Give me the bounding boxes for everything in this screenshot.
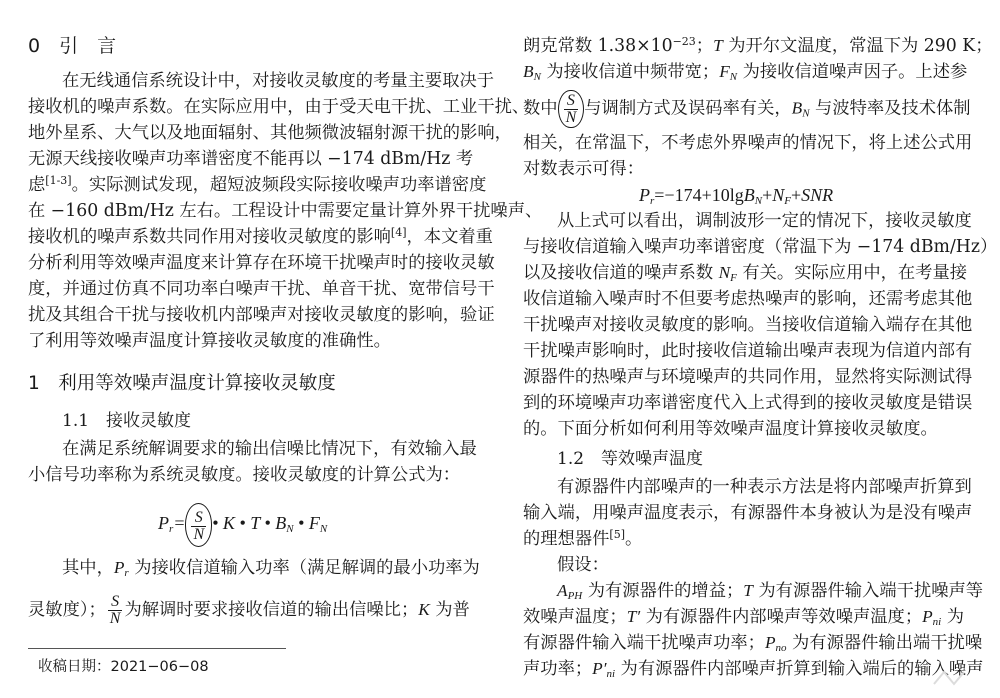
eq2-const: =−174+10lg xyxy=(654,185,744,205)
r-line-3 xyxy=(523,90,971,124)
eq2-b: B xyxy=(743,185,755,205)
p2-line-9: 的。下面分析如何利用等效噪声温度计算接收灵敏度。 xyxy=(523,419,938,439)
footnote-rule xyxy=(28,648,286,649)
p2-text: 有关。实际应用中，在考量接 xyxy=(736,263,968,283)
p4-text: 为有源器件输入端干扰噪声等 xyxy=(752,581,984,601)
p4-var-pprime: P′ xyxy=(592,659,607,678)
r-var-b: B xyxy=(791,98,803,118)
intro-line-6: 在 −160 dBm/Hz 左右。工程设计中需要定量计算外界干扰噪声、 xyxy=(28,201,543,221)
eq2-plus: + xyxy=(791,185,802,205)
r-text: 数中 xyxy=(523,98,558,119)
p2-text: 以及接收信道的噪声系数 xyxy=(523,263,719,283)
intro-text: ，本文着重 xyxy=(406,227,493,247)
p3-text: 。 xyxy=(625,529,643,549)
eq2-n: N xyxy=(772,185,785,205)
r-sub-n: N xyxy=(802,107,810,120)
p2-var-n: N xyxy=(718,263,731,282)
p2-line-2: 与接收信道输入噪声功率谱密度（常温下为 −174 dBm/Hz） xyxy=(523,237,998,257)
p4-sub-ni: ni xyxy=(932,616,942,628)
assume-line: 假设： xyxy=(557,555,609,575)
r-snr-paren xyxy=(558,90,585,128)
section-1-heading: 1 利用等效噪声温度计算接收灵敏度 xyxy=(28,373,336,394)
p2-line-7: 源器件的热噪声与环境噪声的共同作用，显然将实际测试得 xyxy=(523,367,973,387)
r-line-2 xyxy=(523,59,967,85)
eq1-fn-sub: N xyxy=(319,523,328,536)
snr-numerator: S xyxy=(108,594,123,611)
p2-line-1: 从上式可以看出，调制波形一定的情况下，接收灵敏度 xyxy=(557,211,972,231)
p2-line-4: 收信道输入噪声时不但要考虑热噪声的影响，还需考虑其他 xyxy=(523,289,973,309)
p3-line-2: 输入端，用噪声温度表示，有源器件本身被认为是没有噪声 xyxy=(523,503,973,523)
p2-line-5: 干扰噪声对接收灵敏度的影响。当接收信道输入端存在其他 xyxy=(523,315,973,335)
p4-line-4 xyxy=(523,656,983,682)
r-var-t: T xyxy=(713,36,723,55)
eq1-lhs: P xyxy=(158,513,169,534)
eq1-f: • F xyxy=(293,513,320,534)
r-text: 为接收信道中频带宽； xyxy=(540,62,720,82)
p12-var-p: P xyxy=(113,558,125,577)
p12-line-2 xyxy=(28,594,470,626)
equation-2 xyxy=(639,182,833,208)
snr-fraction xyxy=(108,594,123,627)
intro-line-7 xyxy=(28,224,493,250)
r-var-f: F xyxy=(719,62,730,81)
p4-var-tprime: T′ xyxy=(626,607,641,626)
eq1-bn-sub: N xyxy=(286,523,294,536)
eq2-p: P xyxy=(639,185,650,205)
eq1-paren xyxy=(185,503,212,547)
p2-sub-f: F xyxy=(730,272,737,284)
intro-line-5 xyxy=(28,172,486,198)
p4-text: 为有源器件输出端干扰噪 xyxy=(786,633,983,653)
r-text: 朗克常数 1.38×10 xyxy=(523,36,673,56)
eq1-rest: • K • T • B xyxy=(212,513,287,534)
p12-var-r: r xyxy=(124,567,129,579)
r-line-5: 对数表示可得： xyxy=(523,159,644,179)
intro-line-4: 无源天线接收噪声功率谱密度不能再以 −174 dBm/Hz 考 xyxy=(28,149,474,169)
p12-text: 灵敏度）； xyxy=(28,600,106,620)
eq2-snr: SNR xyxy=(801,185,834,205)
received-date-footnote: 收稿日期：2021−06−08 xyxy=(38,659,209,675)
r-sub-n: N xyxy=(729,71,738,83)
intro-line-11: 了利用等效噪声温度计算接收灵敏度的准确性。 xyxy=(28,331,391,351)
r-snr-denominator: N xyxy=(565,109,577,126)
eq1-denominator: N xyxy=(193,526,205,544)
r-text: 为开尔文温度，常温下为 290 K； xyxy=(722,36,993,56)
r-snr-numerator: S xyxy=(564,93,579,110)
p4-text: 为 xyxy=(941,607,965,627)
r-line-1 xyxy=(523,33,992,59)
eq2-sub-r: r xyxy=(650,195,655,207)
r-sub-n: N xyxy=(533,71,541,83)
p4-sub-ph: PH xyxy=(567,590,583,602)
r-text: 与调制方式及误码率有关， xyxy=(584,98,792,119)
p2-line-3 xyxy=(523,260,967,286)
p2-line-6: 干扰噪声影响时，此时接收信道输出噪声表现为信道内部有 xyxy=(523,341,973,361)
eq2-sub-n: N xyxy=(754,195,763,207)
citation-5: [5] xyxy=(609,528,626,541)
p12-text: 其中， xyxy=(62,558,114,578)
p4-var-p: P xyxy=(922,607,933,626)
eq2-sub-f: F xyxy=(784,195,791,207)
p12-var-k: K xyxy=(418,600,430,619)
p12-text: 为解调时要求接收信道的输出信噪比； xyxy=(124,600,419,620)
p4-line-1 xyxy=(557,578,983,604)
p4-var-t: T xyxy=(743,581,753,600)
intro-text: 接收机的噪声系数共同作用对接收灵敏度的影响 xyxy=(28,227,391,247)
citation-1-3: [1-3] xyxy=(45,174,72,187)
eq1-lhs-sub: r xyxy=(169,523,174,536)
p3-line-3 xyxy=(523,526,642,552)
intro-line-1: 在无线通信系统设计中，对接收灵敏度的考量主要取决于 xyxy=(62,71,495,91)
intro-line-8: 分析利用等效噪声温度来计算存在环境干扰噪声时的接收灵敏 xyxy=(28,253,495,273)
eq2-plus: + xyxy=(762,185,773,205)
p4-var-a: A xyxy=(557,581,568,600)
r-text: ； xyxy=(695,36,714,56)
p4-text: 效噪声温度； xyxy=(523,607,627,627)
citation-4: [4] xyxy=(390,226,407,239)
intro-text: 虑 xyxy=(28,175,46,195)
intro-line-3: 地外星系、大气以及地面辐射、其他频微波辐射源干扰的影响， xyxy=(28,123,512,143)
p4-line-2 xyxy=(523,604,964,630)
p3-text: 的理想器件 xyxy=(523,529,610,549)
p4-sub-no: no xyxy=(775,642,787,654)
intro-line-2: 接收机的噪声系数。在实际应用中，由于受天电干扰、工业干扰、 xyxy=(28,97,530,117)
p12-line-1 xyxy=(62,555,480,581)
eq1-fraction xyxy=(191,510,206,543)
intro-text: 。实际测试发现，超短波频段实际接收噪声功率谱密度 xyxy=(71,175,487,195)
r-text: 与波特率及技术体制 xyxy=(809,98,971,119)
snr-denominator: N xyxy=(109,610,121,627)
p12-text: 为接收信道输入功率（满足解调的最小功率为 xyxy=(128,558,480,578)
intro-line-9: 度，并通过仿真不同功率白噪声干扰、单音干扰、宽带信号干 xyxy=(28,279,495,299)
watermark-icon xyxy=(930,668,974,688)
p4-var-p: P xyxy=(764,633,776,652)
subsection-1-1-heading: 1.1 接收灵敏度 xyxy=(62,411,192,431)
p4-text: 声功率； xyxy=(523,659,593,679)
p4-sub-ni: ni xyxy=(606,668,616,680)
r-text: 为接收信道噪声因子。上述参 xyxy=(737,62,968,82)
p4-text: 为有源器件内部噪声等效噪声温度； xyxy=(640,607,923,627)
equation-1: $P_r=$ $\frac{S}{N}$ • K • T • $B_N$ • $F_N$ xyxy=(158,503,327,543)
intro-line-10: 扰及其组合干扰与接收机内部噪声对接收灵敏度的影响，验证 xyxy=(28,305,495,325)
r-var-b: B xyxy=(523,62,534,81)
r-exponent: −23 xyxy=(672,35,696,48)
p4-text: 为有源器件的增益； xyxy=(582,581,744,601)
p4-text: 有源器件输入端干扰噪声功率； xyxy=(523,633,765,653)
p4-text: 为有源器件内部噪声折算到输入端后的输入噪声 xyxy=(615,659,984,679)
p11-line-2: 小信号功率称为系统灵敏度。接收灵敏度的计算公式为： xyxy=(28,465,461,485)
subsection-1-2-heading: 1.2 等效噪声温度 xyxy=(557,449,704,469)
p3-line-1: 有源器件内部噪声的一种表示方法是将内部噪声折算到 xyxy=(557,477,972,497)
p4-line-3 xyxy=(523,630,982,656)
p2-line-8: 到的环境噪声功率谱密度代入上式得到的接收灵敏度是错误 xyxy=(523,393,973,413)
r-line-4: 相关，在常温下，不考虑外界噪声的情况下，将上述公式用 xyxy=(523,133,973,153)
p11-line-1: 在满足系统解调要求的输出信噪比情况下，有效输入最 xyxy=(62,439,477,459)
eq1-numerator: S xyxy=(191,510,206,527)
section-0-heading: 0 引 言 xyxy=(28,35,117,57)
p12-text: 为普 xyxy=(429,600,470,620)
r-snr-fraction xyxy=(564,93,579,126)
